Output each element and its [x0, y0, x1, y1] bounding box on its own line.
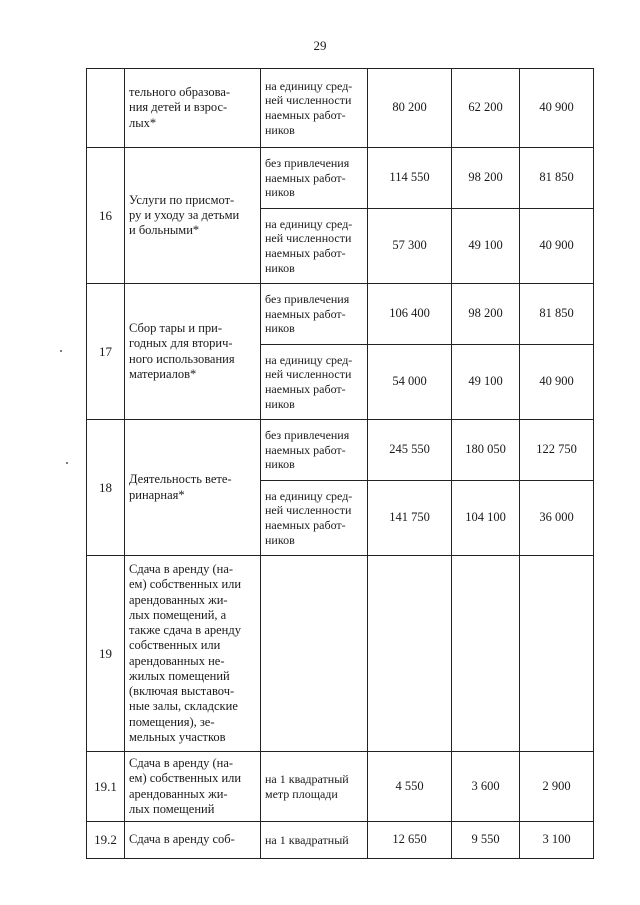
row-number: 19.2 — [87, 822, 125, 859]
activity-name: Сдача в аренду (на- ем) собственных или арендованных жи- лых помещений — [125, 752, 261, 822]
amount-value-1: 141 750 — [368, 481, 452, 556]
calculation-basis: на единицу сред- ней численности наемных работ- ников — [261, 481, 368, 556]
table-row — [87, 420, 594, 481]
calculation-basis: на единицу сред- ней численности наемных работ- ников — [261, 209, 368, 284]
calculation-basis: на 1 квадратный метр площади — [261, 752, 368, 822]
activity-name: Сдача в аренду (на- ем) собственных или арендованных жи- лых помещений, а также сдача в аренду собственных или арендованных не- жилых помещений (включая выставоч- ные залы, складские помещения), зе- мельных участков — [125, 556, 261, 752]
row-number: 19.1 — [87, 752, 125, 822]
amount-value-3: 81 850 — [520, 148, 594, 209]
activity-name: тельного образова- ния детей и взрос- лых* — [125, 69, 261, 148]
amount-value-2: 3 600 — [452, 752, 520, 822]
amount-value-2: 98 200 — [452, 148, 520, 209]
amount-value-3: 2 900 — [520, 752, 594, 822]
calculation-basis: без привлечения наемных работ- ников — [261, 284, 368, 345]
calculation-basis: на единицу сред- ней численности наемных работ- ников — [261, 69, 368, 148]
amount-value-1: 245 550 — [368, 420, 452, 481]
amount-value-2: 9 550 — [452, 822, 520, 859]
calculation-basis: без привлечения наемных работ- ников — [261, 148, 368, 209]
row-number: 17 — [87, 284, 125, 420]
amount-value-1: 12 650 — [368, 822, 452, 859]
amount-value-3: 3 100 — [520, 822, 594, 859]
tax-rates-table — [86, 68, 594, 859]
row-number — [87, 69, 125, 148]
calculation-basis: на 1 квадратный — [261, 822, 368, 859]
amount-value-1: 114 550 — [368, 148, 452, 209]
amount-value-3: 81 850 — [520, 284, 594, 345]
amount-value-3 — [520, 556, 594, 752]
amount-value-2: 98 200 — [452, 284, 520, 345]
table-row — [87, 752, 594, 822]
amount-value-3: 122 750 — [520, 420, 594, 481]
amount-value-3: 40 900 — [520, 209, 594, 284]
calculation-basis: без привлечения наемных работ- ников — [261, 420, 368, 481]
amount-value-2: 49 100 — [452, 209, 520, 284]
page-number: 29 — [313, 38, 327, 53]
amount-value-3: 40 900 — [520, 69, 594, 148]
row-number: 18 — [87, 420, 125, 556]
table-row — [87, 556, 594, 752]
table-row — [87, 284, 594, 345]
scan-speck — [66, 462, 68, 464]
amount-value-3: 40 900 — [520, 345, 594, 420]
amount-value-2: 62 200 — [452, 69, 520, 148]
amount-value-1: 4 550 — [368, 752, 452, 822]
row-number: 16 — [87, 148, 125, 284]
activity-name: Сбор тары и при- годных для вторич- ного использования материалов* — [125, 284, 261, 420]
activity-name: Деятельность вете- ринарная* — [125, 420, 261, 556]
calculation-basis — [261, 556, 368, 752]
amount-value-1: 80 200 — [368, 69, 452, 148]
table-row — [87, 148, 594, 209]
amount-value-3: 36 000 — [520, 481, 594, 556]
amount-value-1: 54 000 — [368, 345, 452, 420]
amount-value-1: 106 400 — [368, 284, 452, 345]
amount-value-2: 180 050 — [452, 420, 520, 481]
amount-value-1 — [368, 556, 452, 752]
table-row — [87, 69, 594, 148]
table-row — [87, 822, 594, 859]
scan-speck — [60, 350, 62, 352]
activity-name: Сдача в аренду соб- — [125, 822, 261, 859]
activity-name: Услуги по присмот- ру и уходу за детьми и больными* — [125, 148, 261, 284]
row-number: 19 — [87, 556, 125, 752]
amount-value-1: 57 300 — [368, 209, 452, 284]
amount-value-2: 49 100 — [452, 345, 520, 420]
amount-value-2 — [452, 556, 520, 752]
calculation-basis: на единицу сред- ней численности наемных работ- ников — [261, 345, 368, 420]
amount-value-2: 104 100 — [452, 481, 520, 556]
